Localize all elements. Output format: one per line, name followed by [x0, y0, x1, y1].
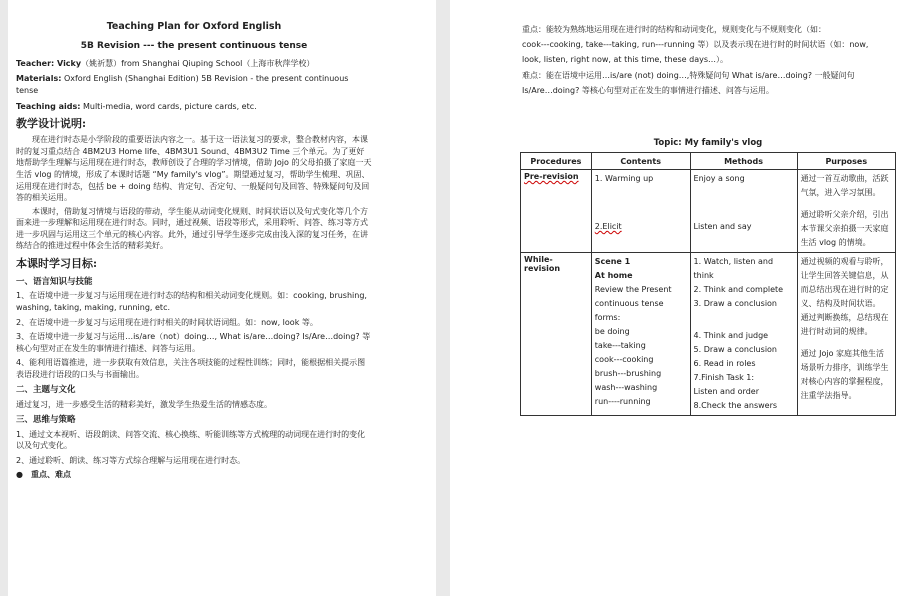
key-points-line: cook---cooking, take---taking, run---running 等）以及表示现在进行时的时间状语（如：now,	[522, 40, 869, 50]
method-text: Listen and order	[693, 387, 759, 396]
procedure-cell: While-revision	[521, 253, 592, 416]
method-text: Listen and say	[693, 222, 752, 231]
table-header-cell: Contents	[591, 153, 690, 170]
content-text: 2.Elicit	[594, 222, 622, 231]
subheading-language: 一、语言知识与技能	[16, 277, 93, 287]
methods-cell	[690, 253, 797, 416]
document-title: Teaching Plan for Oxford English	[106, 21, 282, 32]
method-text: 5. Draw a conclusion	[693, 345, 777, 354]
page-right-content	[522, 22, 882, 98]
table-header-cell: Procedures	[521, 153, 592, 170]
document-page-left	[8, 0, 436, 596]
difficulty-line: 难点：能在语境中运用…is/are (not) doing…,特殊疑问句 What is/are…doing? 一般疑问句	[522, 70, 855, 80]
document-subtitle: 5B Revision --- the present continuous tense	[80, 40, 308, 51]
method-text: 8.Check the answers	[693, 401, 778, 410]
aids-label: Teaching aids:	[16, 101, 81, 111]
teacher-line	[16, 58, 372, 70]
materials-value: Oxford English (Shanghai Edition) 5B Revision - the present continuous tense	[16, 74, 349, 95]
procedure-cell	[521, 170, 592, 253]
difficulty-line: Is/Are…doing? 等核心句型对正在发生的事情进行描述、问答与运用。	[522, 85, 774, 95]
thinking-item: 2、通过聆听、朗读、练习等方式综合理解与运用现在进行时态。	[16, 455, 246, 465]
objective-item: 2、在语境中进一步复习与运用现在进行时相关的时间状语词组。如：now, look 等。	[16, 317, 318, 327]
page-left-content	[16, 20, 372, 483]
content-text: 1. Warming up	[594, 174, 654, 183]
purpose-text: 通过判断换练，总结现在进行时动词的规律。	[800, 313, 889, 336]
method-text: Enjoy a song	[693, 174, 745, 183]
content-text: be doing	[594, 327, 630, 336]
teaching-plan-table	[520, 152, 896, 416]
left-gutter	[0, 0, 8, 596]
purpose-text: 通过一首互动歌曲，活跃气氛，进入学习氛围。	[800, 174, 889, 197]
materials-line	[16, 73, 372, 96]
subheading-culture: 二、主题与文化	[16, 385, 76, 396]
table-header-cell: Purposes	[797, 153, 895, 170]
purposes-cell	[797, 170, 895, 253]
content-text: brush---brushing	[594, 369, 662, 378]
aids-value: Multi-media, word cards, picture cards, etc.	[80, 101, 257, 111]
materials-label: Materials:	[16, 74, 62, 84]
teacher-value: （姚祈慧）from Shanghai Qiuping School（上海市秋萍学校）	[81, 58, 315, 68]
content-text: run----running	[594, 397, 651, 406]
contents-cell	[591, 253, 690, 416]
topic-heading: Topic: My family's vlog	[653, 138, 763, 148]
design-paragraph-2: 本课时，借助复习情境与语段的带动，学生能从动词变化规则、时间状语以及句式变化等几个方面来进一步理解和运用现在进行时态。同时，通过视频、语段等形式，采用聆听、问答、练习等方式进一步巩固与运用这三个单元的核心内容。此外，通过引导学生逐步完成由浅入深的复习任务，在讲练结合的推进过程中体会生活的精彩美好。	[16, 206, 368, 251]
method-text: 2. Think and complete	[693, 285, 784, 294]
page-gutter	[436, 0, 450, 596]
method-text: 4. Think and judge	[693, 331, 769, 340]
section-heading-objectives: 本课时学习目标:	[16, 257, 98, 271]
content-text: cook---cooking	[594, 355, 654, 364]
purpose-text: 通过视频的观看与聆听，让学生回答关键信息，从而总结出现在进行时的定义、结构及时间状语。	[800, 257, 889, 308]
purposes-cell	[797, 253, 895, 416]
content-text: Review the Present	[594, 285, 672, 294]
culture-item: 通过复习，进一步感受生活的精彩美好，激发学生热爱生活的情感态度。	[16, 399, 272, 409]
content-text: forms:	[594, 313, 621, 322]
teacher-label: Teacher: Vicky	[16, 58, 82, 68]
keypoints-bullet: ● 重点、难点	[16, 470, 71, 480]
contents-cell	[591, 170, 690, 253]
table-row	[521, 253, 896, 416]
purpose-text: 通过聆听父亲介绍，引出本节课父亲拍摄一天家庭生活 vlog 的情境。	[800, 210, 889, 247]
table-header-cell: Methods	[690, 153, 797, 170]
thinking-item: 1、通过文本视听、语段朗读、问答交流、核心换练、听能训练等方式梳理的动词现在进行时的变化以及句式变化。	[16, 429, 366, 451]
content-text: take---taking	[594, 341, 646, 350]
content-text: wash---washing	[594, 383, 658, 392]
objective-item: 1、在语境中进一步复习与运用现在进行时态的结构和相关动词变化规则。如：cooking, brushing, washing, taking, making, running, etc.	[16, 291, 367, 312]
procedure-label: Pre-revision	[524, 172, 579, 181]
document-page-right	[450, 0, 919, 596]
section-heading-design: 教学设计说明:	[16, 117, 87, 131]
content-text: Scene 1	[594, 257, 631, 266]
purpose-text: 通过 Jojo 家庭其他生活场景听力排序，训练学生对核心内容的掌握程度，注重学法指导。	[800, 349, 889, 400]
objective-item: 3、在语境中进一步复习与运用…is/are（not）doing…, What is/are…doing? Is/Are…doing? 等核心句型对正在发生的事情进行描述、问答与运用。	[16, 332, 371, 353]
aids-line	[16, 101, 372, 113]
objective-item: 4、能利用语篇推进，进一步获取有效信息，关注各项技能的过程性训练；同时，能根据相关提示图表语段进行语段的口头与书面输出。	[16, 358, 366, 379]
content-text: continuous tense	[594, 299, 664, 308]
table-row	[521, 170, 896, 253]
method-text: 1. Watch, listen and think	[693, 257, 774, 280]
method-text: 7.Finish Task 1:	[693, 373, 755, 382]
key-points-line: look, listen, right now, at this time, these days…）。	[522, 55, 729, 65]
method-text: 3. Draw a conclusion	[693, 299, 777, 308]
subheading-thinking: 三、思维与策略	[16, 415, 76, 426]
table-header-row	[521, 153, 896, 170]
key-points-line: 重点：能较为熟练地运用现在进行时的结构和动词变化，规则变化与不规则变化（如：	[522, 25, 826, 34]
method-text: 6. Read in roles	[693, 359, 756, 368]
content-text: At home	[594, 271, 633, 280]
design-paragraph-1: 现在进行时态是小学阶段的重要语法内容之一。基于这一语法复习的要求，整合教材内容，本课时的复习重点结合 4BM2U3 Home life、4BM3U1 Sound、4BM3U2 Time 三个单元。为了更好地帮助学生理解与运用现在进行时态，教师创设了合理的学习情境，借助 Jojo 的父母拍摄了家庭一天生活 vlog 的情境，形成了本课时话题 “My family's vlog”。期望通过复习，帮助学生梳理、巩固、运用现在进行时态，包括 be + doing 结构、肯定句、否定句、一般疑问句及回答、特殊疑问句及回答的相关运用。	[16, 135, 372, 203]
methods-cell	[690, 170, 797, 253]
